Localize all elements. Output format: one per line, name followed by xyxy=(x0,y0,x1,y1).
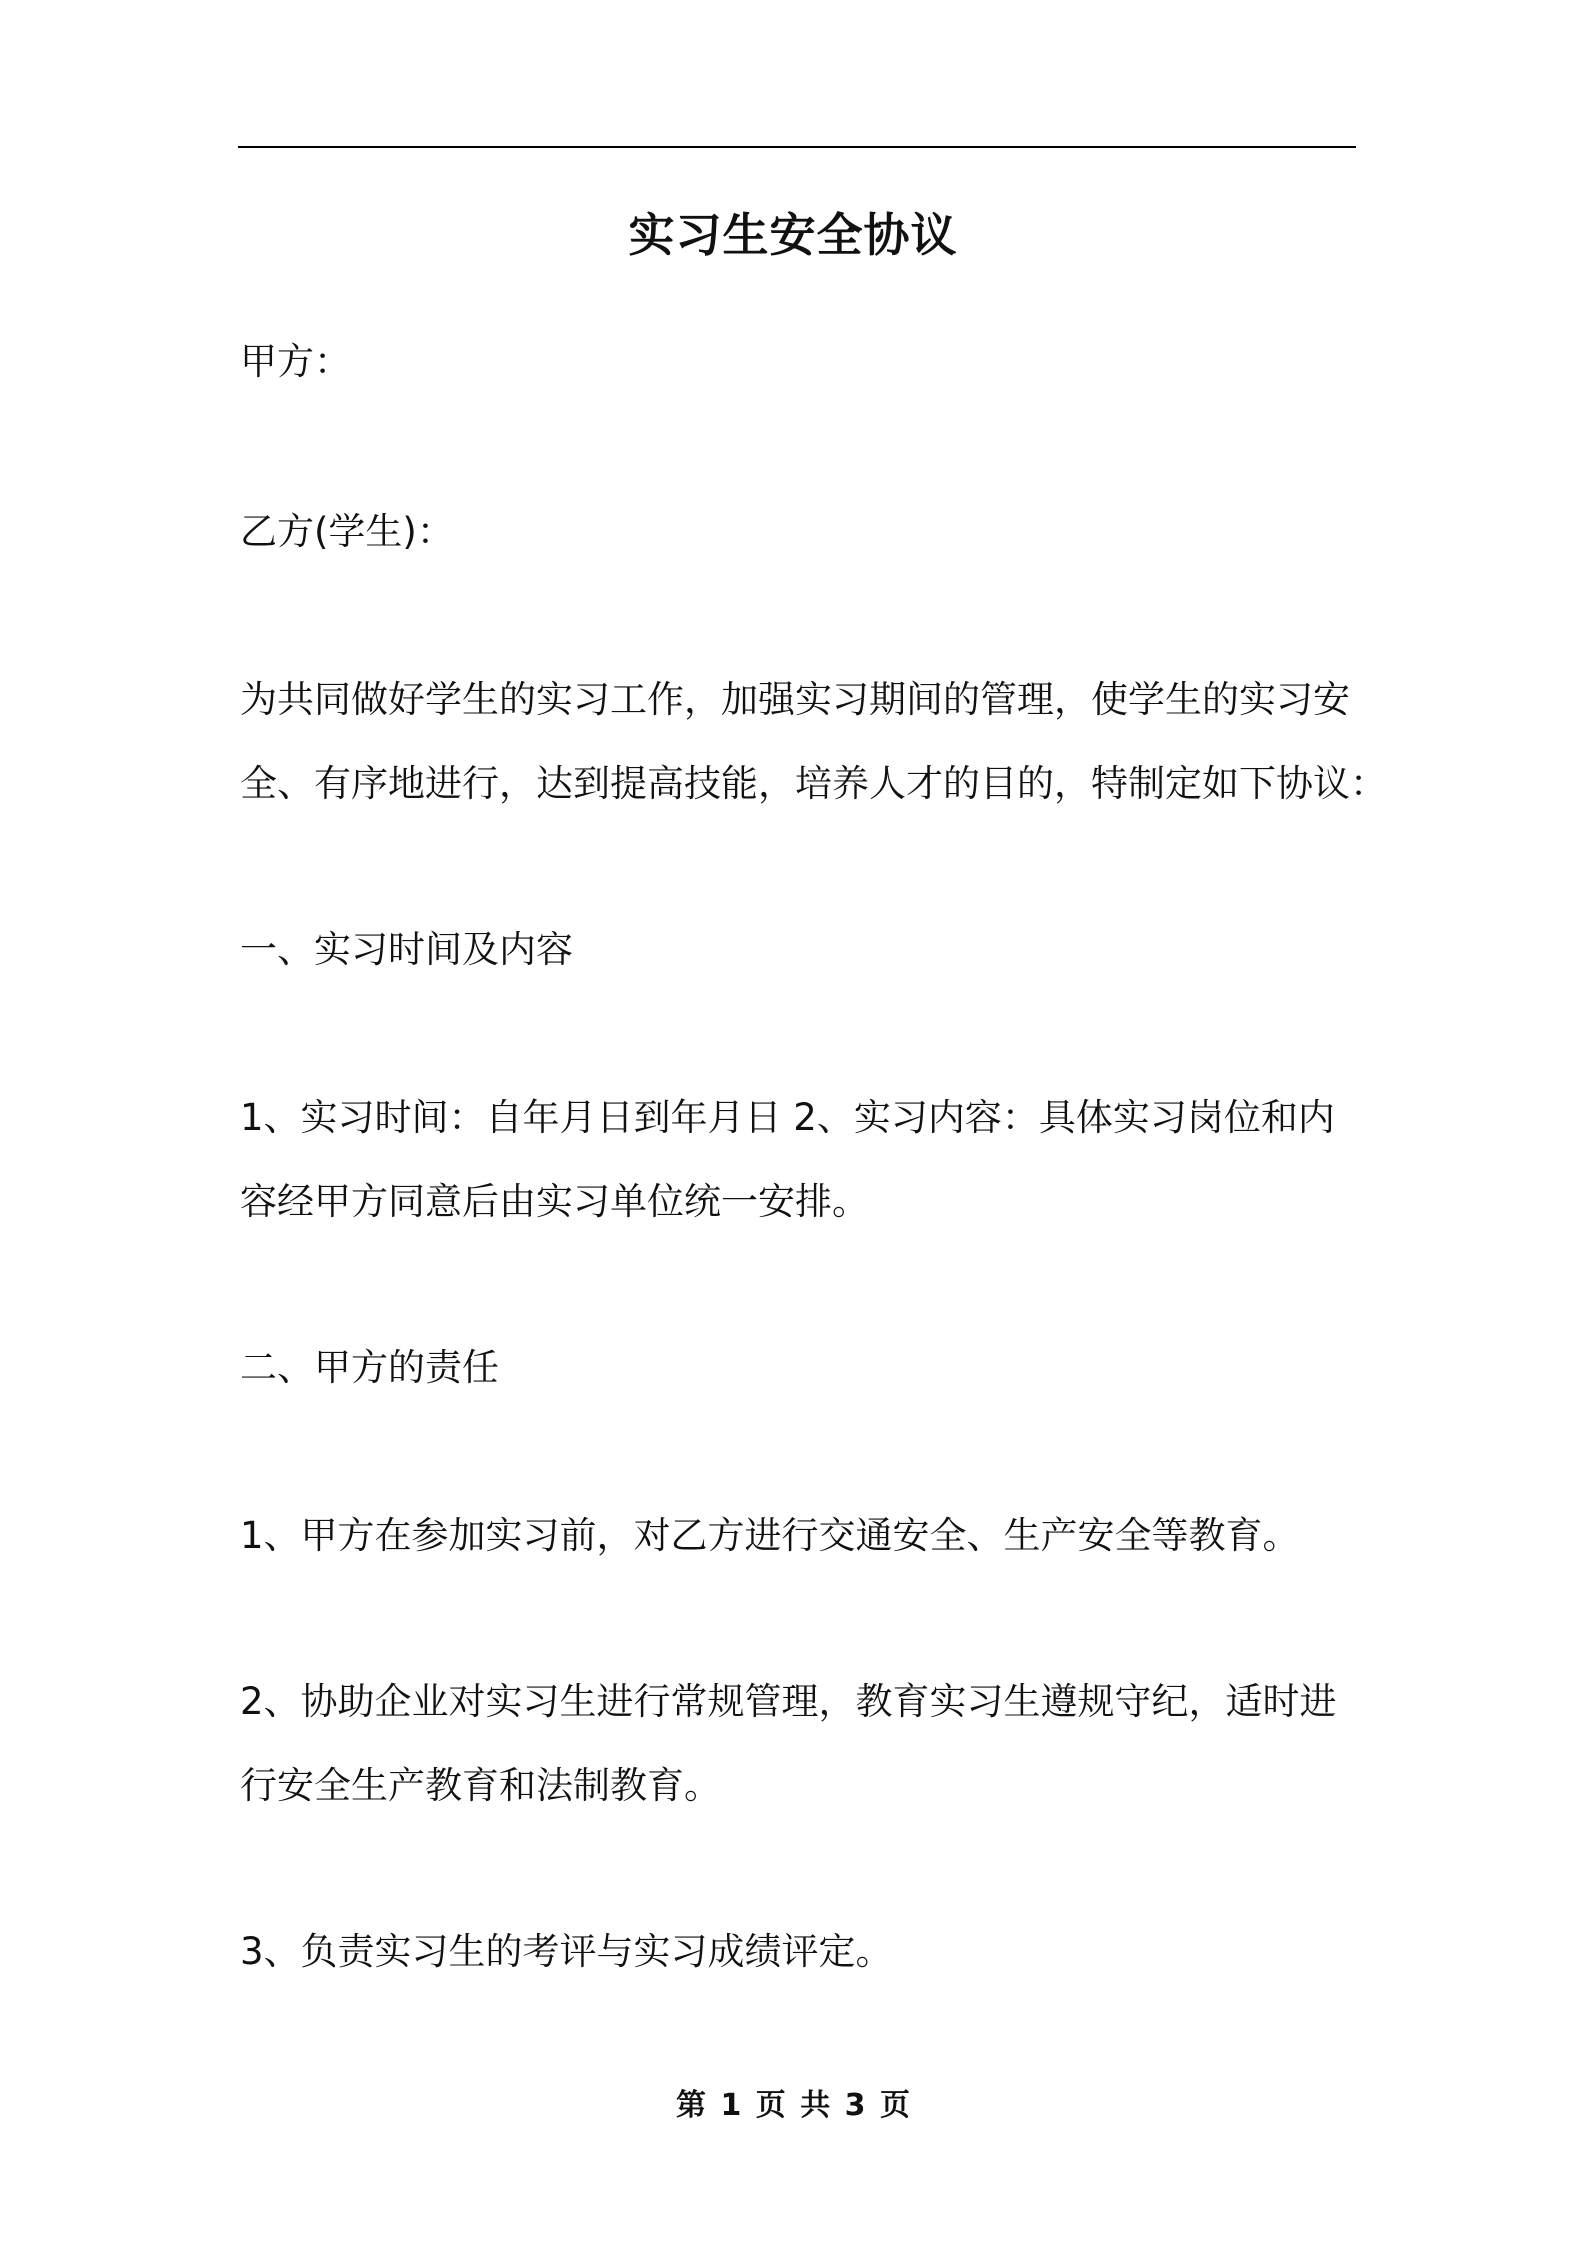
intro-line-2: 全、有序地进行，达到提高技能，培养人才的目的，特制定如下协议： xyxy=(240,762,1387,805)
party-b-label: 乙方(学生)： xyxy=(240,510,454,553)
section-2-item-1: 1、甲方在参加实习前，对乙方进行交通安全、生产安全等教育。 xyxy=(240,1514,1300,1557)
party-a-label: 甲方： xyxy=(240,340,351,383)
section-2-heading: 二、甲方的责任 xyxy=(240,1346,499,1389)
section-1-item-1-line-2: 容经甲方同意后由实习单位统一安排。 xyxy=(240,1180,869,1223)
page-indicator: 第 1 页 共 3 页 xyxy=(676,2088,910,2123)
section-2-item-3: 3、负责实习生的考评与实习成绩评定。 xyxy=(240,1930,893,1973)
section-2-item-2-line-2: 行安全生产教育和法制教育。 xyxy=(240,1764,721,1807)
section-1-item-1-line-1: 1、实习时间：自年月日到年月日 2、实习内容：具体实习岗位和内 xyxy=(240,1096,1335,1139)
document-title: 实习生安全协议 xyxy=(628,208,958,262)
section-1-heading: 一、实习时间及内容 xyxy=(240,928,573,971)
intro-line-1: 为共同做好学生的实习工作，加强实习期间的管理，使学生的实习安 xyxy=(240,678,1350,721)
header-rule xyxy=(238,146,1356,148)
section-2-item-2-line-1: 2、协助企业对实习生进行常规管理，教育实习生遵规守纪，适时进 xyxy=(240,1680,1337,1723)
